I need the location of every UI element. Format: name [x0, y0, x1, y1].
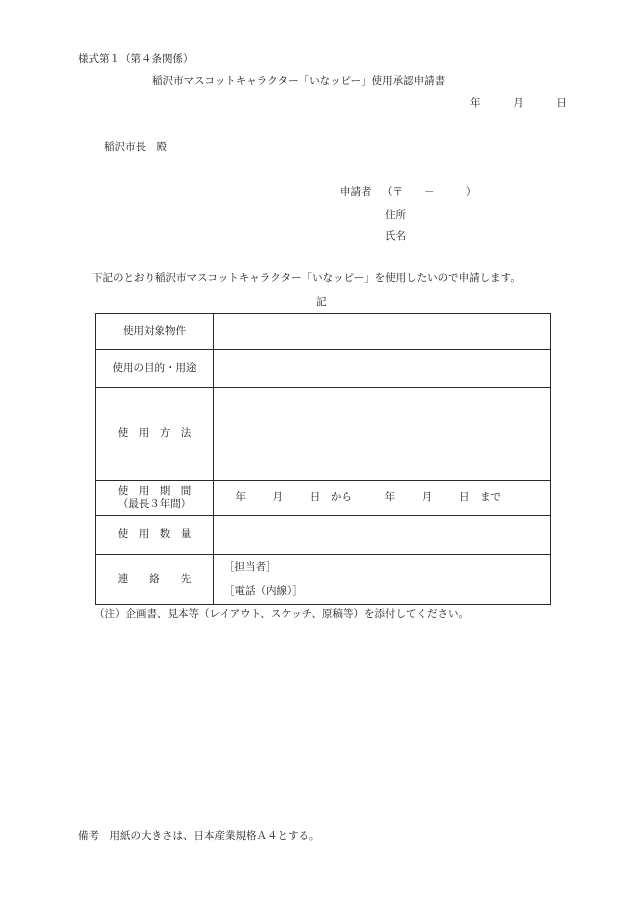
applicant-name-label: 氏名: [385, 230, 406, 242]
table-row-method: [96, 388, 551, 481]
contact-value-field[interactable]: [214, 555, 551, 605]
period-to-year: 年: [384, 491, 396, 504]
period-from-month: 月: [272, 491, 284, 504]
period-label: 使 用 期 間: [117, 484, 192, 497]
attachment-note: （注）企画書、見本等（レイアウト、スケッチ、原稿等）を添付してください。: [94, 608, 469, 620]
applicant-postal: （〒 － ）: [382, 186, 477, 198]
period-to-month: 月: [421, 491, 433, 504]
applicant-address-label: 住所: [385, 209, 406, 221]
applicant-label: 申請者: [340, 186, 372, 198]
addressee: 稲沢市長 殿: [104, 141, 167, 153]
table-row-purpose: [96, 350, 551, 388]
form-number: 様式第１（第４条関係）: [78, 53, 194, 65]
ki-heading: 記: [316, 296, 327, 308]
remarks: 備考 用紙の大きさは、日本産業規格Ａ４とする。: [78, 830, 320, 842]
period-to-word: まで: [480, 491, 502, 504]
purpose-value-field[interactable]: [214, 350, 551, 388]
period-from-day: 日: [309, 491, 321, 504]
period-value-field[interactable]: [214, 481, 551, 516]
date-month-label: 月: [513, 97, 524, 109]
purpose-label: 使用の目的・用途: [96, 350, 214, 388]
table-row-contact: [96, 555, 551, 605]
period-to-day: 日: [458, 491, 470, 504]
date-day-label: 日: [556, 97, 567, 109]
period-from-year: 年: [235, 491, 246, 504]
target-value-field[interactable]: [214, 314, 551, 350]
quantity-value-field[interactable]: [214, 516, 551, 555]
application-table: [95, 313, 551, 605]
table-row-target: [96, 314, 551, 350]
date-year-label: 年: [470, 97, 481, 109]
period-label-cell: [96, 481, 214, 516]
contact-person-label: ［担当者］: [224, 561, 277, 574]
date-line: [470, 98, 567, 109]
quantity-label: 使 用 数 量: [96, 516, 214, 555]
application-statement: 下記のとおり稲沢市マスコットキャラクター「いなッピー」を使用したいので申請します。: [92, 272, 521, 284]
contact-label: 連 絡 先: [96, 555, 214, 605]
table-row-quantity: [96, 516, 551, 555]
target-label: 使用対象物件: [96, 314, 214, 350]
table-row-period: [96, 481, 551, 516]
document-title: 稲沢市マスコットキャラクター「いなッピー」使用承認申請書: [152, 75, 446, 87]
period-sublabel: （最長３年間）: [117, 498, 192, 510]
method-value-field[interactable]: [214, 388, 551, 481]
contact-phone-label: ［電話（内線）］: [224, 584, 303, 597]
period-from-word: から: [330, 491, 352, 504]
method-label: 使 用 方 法: [96, 388, 214, 481]
